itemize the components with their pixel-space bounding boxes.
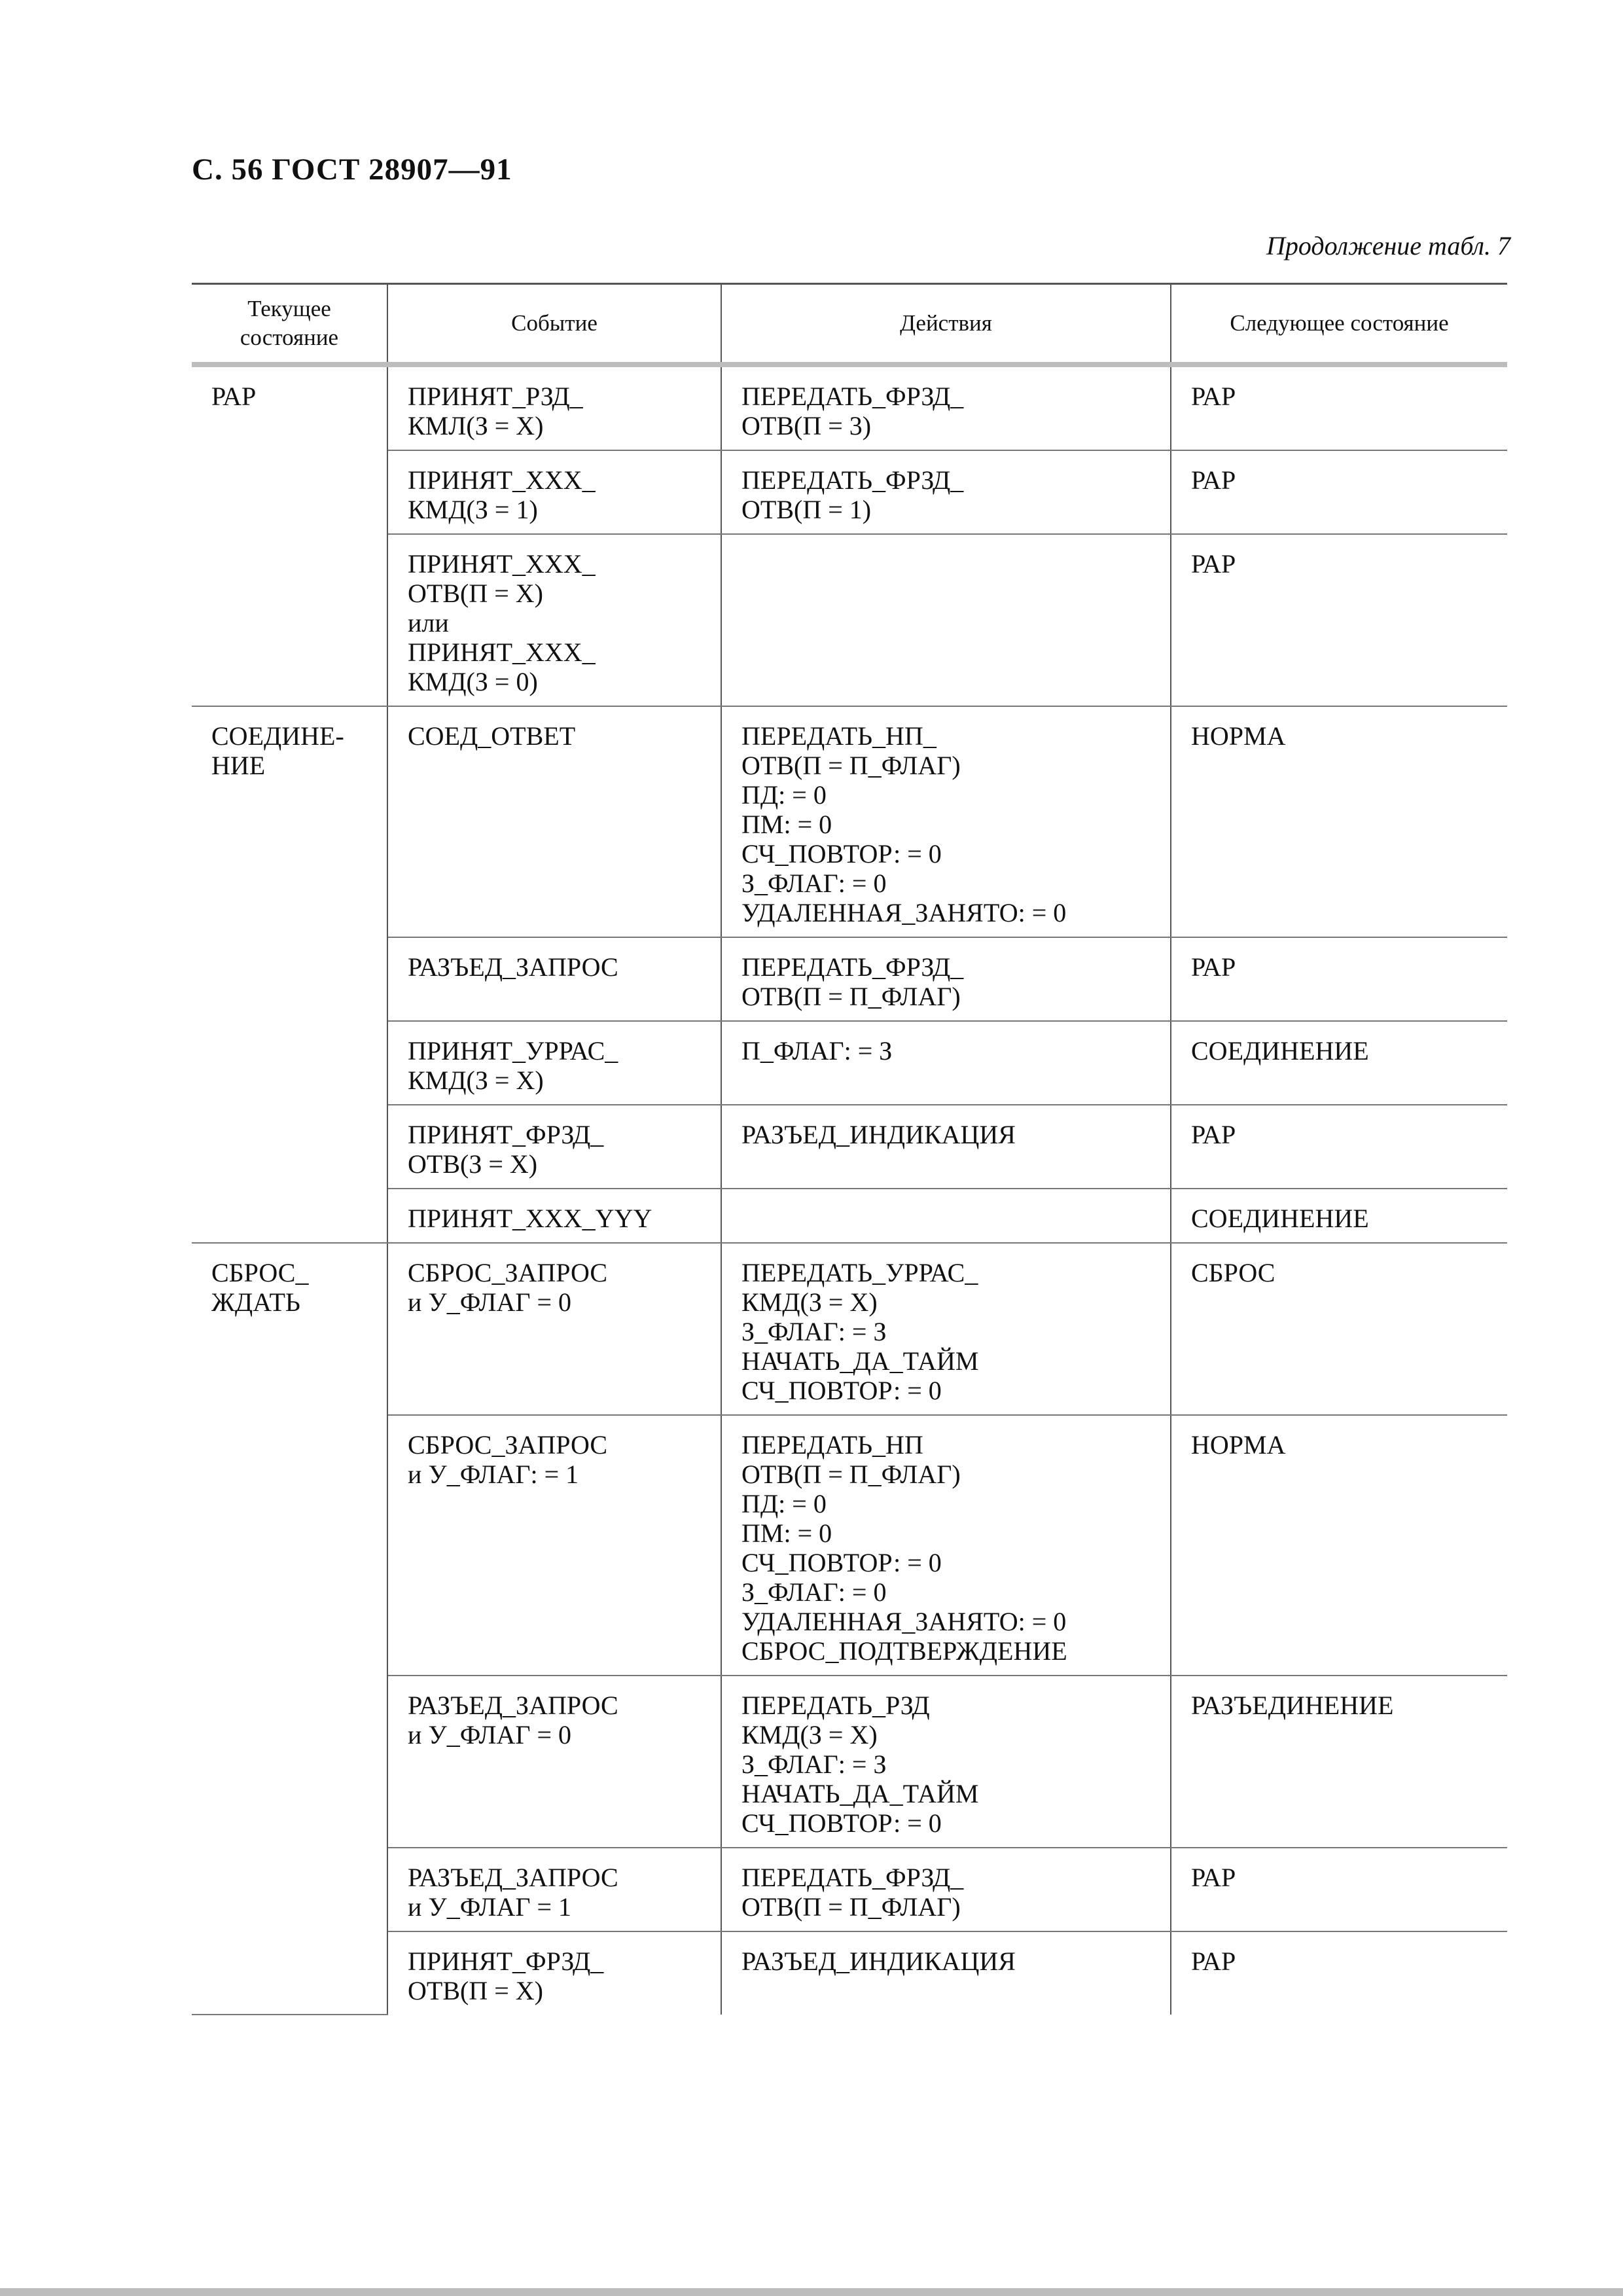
cell-next-state: РАР [1171,534,1507,706]
cell-next-state: НОРМА [1171,1415,1507,1676]
cell-next-state: СОЕДИНЕНИЕ [1171,1021,1507,1105]
cell-actions: ПЕРЕДАТЬ_ФРЗД_ ОТВ(П = П_ФЛАГ) [721,1848,1171,1931]
table-header-row [192,284,1507,365]
column-header-event: Событие [387,284,721,365]
cell-actions [721,534,1171,706]
cell-next-state: РАЗЪЕДИНЕНИЕ [1171,1676,1507,1848]
cell-actions: П_ФЛАГ: = З [721,1021,1171,1105]
cell-actions: ПЕРЕДАТЬ_ФРЗД_ ОТВ(П = 3) [721,365,1171,450]
table-row [192,1189,1507,1243]
table-row [192,937,1507,1021]
table-row [192,450,1507,534]
table-row [192,1105,1507,1189]
table-row [192,365,1507,450]
cell-next-state: РАР [1171,365,1507,450]
cell-next-state: РАР [1171,1931,1507,2015]
table-row [192,534,1507,706]
table-row [192,1676,1507,1848]
state-transition-table [192,283,1507,2015]
cell-next-state: РАР [1171,937,1507,1021]
cell-actions: РАЗЪЕД_ИНДИКАЦИЯ [721,1105,1171,1189]
table-continuation-label: Продолжение табл. 7 [1266,231,1510,260]
table-row [192,1848,1507,1931]
cell-event: ПРИНЯТ_XXX_ ОТВ(П = X) или ПРИНЯТ_XXX_ КМД(З = 0) [387,534,721,706]
cell-actions: РАЗЪЕД_ИНДИКАЦИЯ [721,1931,1171,2015]
cell-event: ПРИНЯТ_XXX_ КМД(З = 1) [387,450,721,534]
cell-next-state: СОЕДИНЕНИЕ [1171,1189,1507,1243]
cell-actions: ПЕРЕДАТЬ_НП_ ОТВ(П = П_ФЛАГ) ПД: = 0 ПМ: = 0 СЧ_ПОВТОР: = 0 З_ФЛАГ: = 0 УДАЛЕННАЯ_ЗАНЯТО: = 0 [721,706,1171,937]
cell-actions: ПЕРЕДАТЬ_РЗД КМД(З = X) З_ФЛАГ: = З НАЧАТЬ_ДА_ТАЙМ СЧ_ПОВТОР: = 0 [721,1676,1171,1848]
cell-event: СБРОС_ЗАПРОС и У_ФЛАГ = 0 [387,1243,721,1415]
cell-current-state: СОЕДИНЕ- НИЕ [192,706,387,1243]
cell-event: ПРИНЯТ_РЗД_ КМЛ(З = X) [387,365,721,450]
table-body [192,365,1507,2015]
cell-next-state: РАР [1171,1848,1507,1931]
table-row [192,1931,1507,2015]
table-row [192,706,1507,937]
cell-event: РАЗЪЕД_ЗАПРОС и У_ФЛАГ = 1 [387,1848,721,1931]
cell-event: РАЗЪЕД_ЗАПРОС и У_ФЛАГ = 0 [387,1676,721,1848]
cell-event: СБРОС_ЗАПРОС и У_ФЛАГ: = 1 [387,1415,721,1676]
cell-next-state: СБРОС [1171,1243,1507,1415]
cell-event: ПРИНЯТ_УРРАС_ КМД(З = X) [387,1021,721,1105]
page-bottom-rule [0,2288,1623,2296]
page-header: С. 56 ГОСТ 28907—91 [192,152,512,187]
cell-next-state: РАР [1171,450,1507,534]
cell-event: СОЕД_ОТВЕТ [387,706,721,937]
cell-next-state: РАР [1171,1105,1507,1189]
column-header-next-state: Следующее состояние [1171,284,1507,365]
table-row [192,1243,1507,1415]
cell-event: ПРИНЯТ_XXX_YYY [387,1189,721,1243]
cell-event: РАЗЪЕД_ЗАПРОС [387,937,721,1021]
column-header-actions: Действия [721,284,1171,365]
cell-actions: ПЕРЕДАТЬ_ФРЗД_ ОТВ(П = 1) [721,450,1171,534]
cell-actions [721,1189,1171,1243]
cell-actions: ПЕРЕДАТЬ_ФРЗД_ ОТВ(П = П_ФЛАГ) [721,937,1171,1021]
cell-current-state: РАР [192,365,387,706]
cell-actions: ПЕРЕДАТЬ_УРРАС_ КМД(З = X) З_ФЛАГ: = З НАЧАТЬ_ДА_ТАЙМ СЧ_ПОВТОР: = 0 [721,1243,1171,1415]
table-row [192,1021,1507,1105]
cell-current-state: СБРОС_ ЖДАТЬ [192,1243,387,2015]
column-header-current-state: Текущее состояние [192,284,387,365]
cell-actions: ПЕРЕДАТЬ_НП ОТВ(П = П_ФЛАГ) ПД: = 0 ПМ: = 0 СЧ_ПОВТОР: = 0 З_ФЛАГ: = 0 УДАЛЕННАЯ_ЗАНЯТО: = 0 СБРОС_ПОДТВЕРЖДЕНИЕ [721,1415,1171,1676]
table-row [192,1415,1507,1676]
cell-next-state: НОРМА [1171,706,1507,937]
cell-event: ПРИНЯТ_ФРЗД_ ОТВ(З = X) [387,1105,721,1189]
cell-event: ПРИНЯТ_ФРЗД_ ОТВ(П = X) [387,1931,721,2015]
